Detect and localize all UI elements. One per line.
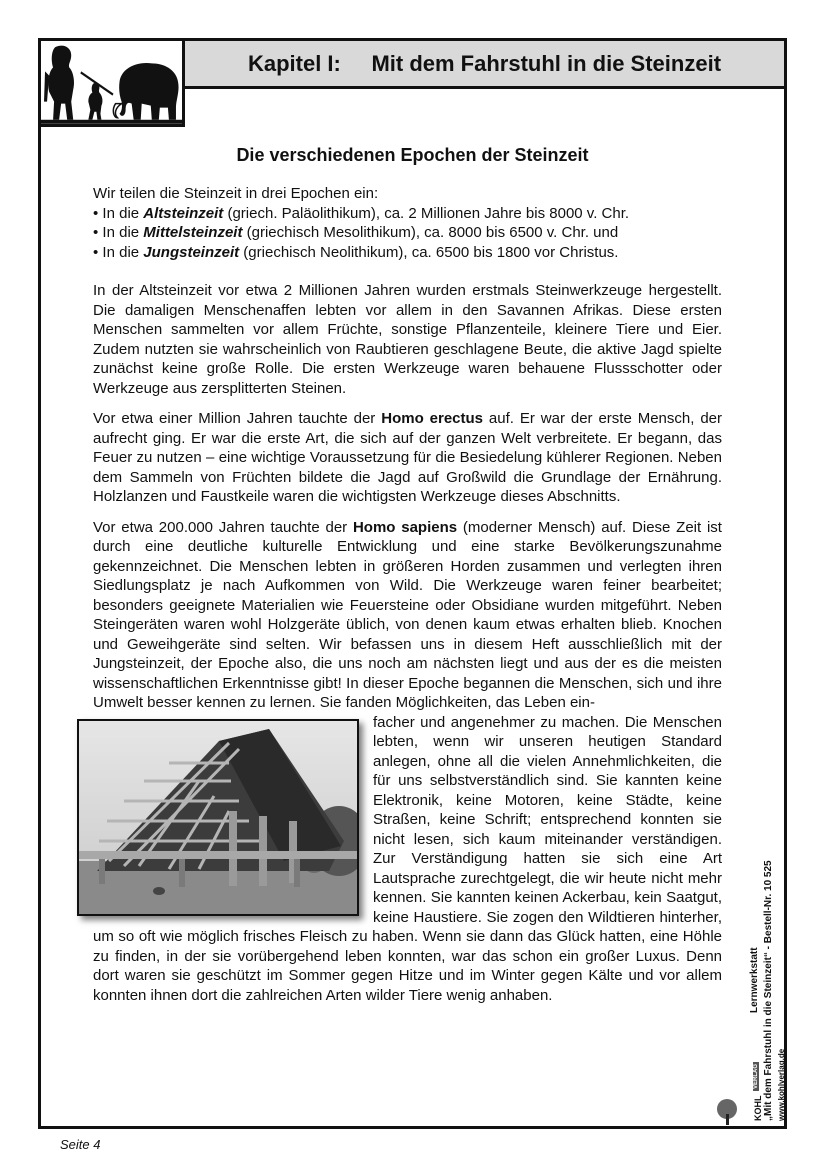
hut-image (79, 721, 357, 914)
chapter-title: Mit dem Fahrstuhl in die Steinzeit (371, 50, 722, 76)
chapter-header (185, 41, 784, 89)
publisher-credit (707, 713, 786, 1123)
publisher-website: www.kohlverlag.de (777, 1048, 786, 1121)
epoch-term: Altsteinzeit (143, 204, 224, 222)
epoch-item: • In die Jungsteinzeit (griechisch Neolithikum), ca. 6500 bis 1800 vor Christus. (93, 243, 619, 261)
tree-icon (715, 1098, 745, 1126)
publisher-name: KOHL (753, 1095, 763, 1121)
page-frame (38, 38, 787, 1129)
epoch-term: Mittelsteinzeit (143, 224, 243, 241)
publisher-badge: VERLAG (753, 1063, 759, 1089)
epoch-term: Jungsteinzeit (143, 243, 240, 261)
paragraph-altsteinzeit: In der Altsteinzeit vor etwa 2 Millionen Jahren wurden erstmals Steinwerkzeuge hergestellt. Die damaligen Menschenaffen lebten vor allem in den Savannen Afrikas. Diese ersten Menschen sammelten vor allem Früchte, sonstige Pflanzenteile, kleinere Tiere und Eier. Zudem nutzten sie wahrscheinlich von Raubtieren geschlagene Beute, die aktive Jagd spielte zunächst keine große Rolle. Die ersten Werkzeuge waren behauene Flussschotter oder Werkzeuge aus zersplitterten Steinen. (93, 282, 722, 397)
hunters-mammoth-silhouette-icon (41, 41, 182, 124)
epoch-item: • In die Altsteinzeit (griech. Paläolithikum), ca. 2 Millionen Jahre bis 8000 v. Chr. (93, 204, 630, 222)
chapter-label: Kapitel I: (247, 50, 341, 76)
stone-age-hut-photo (77, 719, 359, 916)
term-homo-erectus: Homo erectus (381, 410, 484, 427)
page-title: Die verschiedenen Epochen der Steinzeit (236, 145, 589, 165)
stone-age-logo (41, 41, 185, 127)
intro-block (93, 184, 722, 262)
article-body (93, 184, 722, 1016)
series-name: Lernwerkstatt (749, 947, 760, 1013)
paragraph-homo-erectus: Vor etwa einer Million Jahren tauchte der Homo erectus auf. Er war der erste Mensch, der aufrecht ging. Er war die erste Art, die sich auf der ganzen Welt verbreitete. Er begann, das Feuer zu nutzen – eine wichtige Voraussetzung für die Besiedelung kühlerer Regionen. Neben dem Sammeln von Früchten bildete die Jagd auf Großwild die Grundlage der Ernährung. Holzlanzen und Faustkeile waren die wichtigsten Werkzeuge dieses Abschnitts. (93, 410, 723, 505)
page-number: Seite 4 (60, 1137, 101, 1152)
paragraph-homo-sapiens: Vor etwa 200.000 Jahren tauchte der Homo sapiens (moderner Mensch) auf. Diese Zeit ist durch eine deutliche kulturelle Entwicklung und eine starke Bevölkerungszunahme gekennzeichnet. Die Menschen lebten in größeren Horden zusammen und verlegten ihren Siedlungsplatz je nach Aufkommen von Wild. Die Werkzeuge waren feiner bearbeitet; besonders geeignete Materialien wie Feuersteine oder Obsidiane wurden mitgeführt. Neben Steingeräten waren wohl Holzgeräte üblich, von denen kaum etwas erhalten blieb. Knochen und Geweihgeräte sind selten. Wir befassen uns in diesem Heft ausschließlich mit der Jungsteinzeit, der Epoche also, die uns noch am nächsten liegt und aus der es die meisten wissenschaftlichen Erkenntnisse gibt! In dieser Epoche begannen die Menschen, sich und ihre Umwelt besser kennen zu lernen. Sie fanden Möglichkeiten, das Leben ein- (93, 518, 722, 711)
epoch-item: • In die Mittelsteinzeit (griechisch Mesolithikum), ca. 8000 bis 6500 v. Chr. und (93, 224, 619, 241)
paragraph-continuation: facher und angenehmer zu machen. Die Menschen lebten, wenn wir unseren heutigen Standard anlegen, ohne all die vielen Annehmlichkeiten, die für uns selbstverständlich sind. Sie kannten keine Elektronik, keine Motoren, keine Städte, keine Straßen, keine Schrift; entsprechend konnten sie nicht lesen, sich kaum miteinander verständigen. Zur Verständigung hatten sie sich eine Art Lautsprache zurechtgelegt, die wir heute nicht mehr kennen. Sie kannten keinen Ackerbau, kein Saatgut, keine Haustiere. Sie zogen den Wildtieren hinterher, um so oft wie möglich frisches Fleisch zu haben. Wenn sie dann das Glück hatten, eine Höhle zu finden, in der sie vorübergehend leben konnten, war das schon ein großer Luxus. Denn dort waren sie geschützt im Sommer gegen Hitze und im Winter gegen Kälte und vor allem konnten ihnen dort die zahlreichen Arten wilder Tiere wenig anhaben. (93, 713, 722, 1004)
intro-lead: Wir teilen die Steinzeit in drei Epochen ein: (93, 185, 379, 202)
term-homo-sapiens: Homo sapiens (352, 518, 458, 536)
order-number: „Mit dem Fahrstuhl in die Steinzeit“ - Bestell-Nr. 10 525 (763, 860, 774, 1121)
